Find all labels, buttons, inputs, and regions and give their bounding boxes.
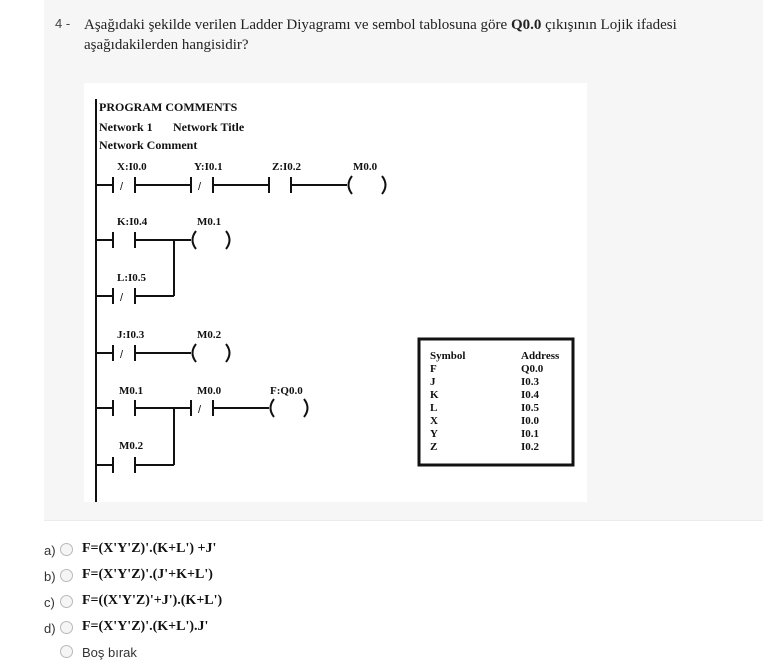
address-cell: I0.0 <box>521 415 540 427</box>
symbol-cell: Z <box>430 441 438 453</box>
nc-mark-x: / <box>120 181 124 193</box>
option-skip-radio[interactable] <box>60 645 73 658</box>
question-text-output: Q0.0 <box>510 17 542 33</box>
coil-m00-left <box>349 176 353 194</box>
option-d-radio[interactable] <box>60 621 73 634</box>
option-letter: a) <box>44 543 56 558</box>
address-cell: I0.2 <box>521 441 540 453</box>
nc-mark-y: / <box>198 181 202 193</box>
nc-mark-j: / <box>120 349 124 361</box>
coil-f-right <box>304 399 308 417</box>
network-label: Network 1 <box>99 120 153 134</box>
address-cell: I0.1 <box>521 428 540 440</box>
question-text-part2: çıkışının Lojik ifadesi aşağıdakilerden hangisidir? <box>84 17 677 53</box>
label-l: L:I0.5 <box>117 272 147 284</box>
label-y: Y:I0.1 <box>194 161 223 173</box>
symbol-cell: L <box>430 402 438 414</box>
symbol-table-header-symbol: Symbol <box>430 350 466 362</box>
label-x: X:I0.0 <box>117 161 147 173</box>
option-letter: d) <box>44 621 56 636</box>
label-f-coil: F:Q0.0 <box>270 385 303 397</box>
symbol-cell: K <box>430 389 439 401</box>
question-text <box>84 15 724 55</box>
label-j: J:I0.3 <box>117 329 145 341</box>
option-b-radio[interactable] <box>60 569 73 582</box>
option-a-radio[interactable] <box>60 543 73 556</box>
option-text[interactable]: F=(X'Y'Z)'.(K+L').J' <box>82 619 209 634</box>
ladder-diagram <box>84 83 587 502</box>
coil-m02-right <box>226 344 230 362</box>
symbol-cell: J <box>430 376 436 388</box>
question-number: 4 - <box>55 16 71 31</box>
label-m02-coil: M0.2 <box>197 329 222 341</box>
nc-mark-m00: / <box>198 404 202 416</box>
label-m00-coil: M0.0 <box>353 161 378 173</box>
option-text[interactable]: F=(X'Y'Z)'.(K+L') +J' <box>82 541 217 556</box>
label-m00: M0.0 <box>197 385 222 397</box>
option-text[interactable]: F=((X'Y'Z)'+J').(K+L') <box>82 593 223 608</box>
coil-m01-right <box>226 231 230 249</box>
symbol-table-rows <box>430 363 544 453</box>
coil-m01-left <box>193 231 197 249</box>
label-m01: M0.1 <box>119 385 144 397</box>
network-title: Network Title <box>173 120 245 134</box>
option-letter: c) <box>44 595 55 610</box>
coil-m02-left <box>193 344 197 362</box>
program-comments: PROGRAM COMMENTS <box>99 100 238 114</box>
option-c-radio[interactable] <box>60 595 73 608</box>
label-m02: M0.2 <box>119 440 144 452</box>
option-a[interactable] <box>0 540 400 562</box>
option-letter: b) <box>44 569 56 584</box>
ladder-diagram-figure <box>84 83 587 502</box>
coil-m00-right <box>382 176 386 194</box>
option-b[interactable] <box>0 566 400 588</box>
option-c[interactable] <box>0 592 400 614</box>
option-text[interactable]: F=(X'Y'Z)'.(J'+K+L') <box>82 567 213 582</box>
symbol-cell: F <box>430 363 437 375</box>
nc-mark-l: / <box>120 292 124 304</box>
address-cell: Q0.0 <box>521 363 544 375</box>
symbol-cell: Y <box>430 428 438 440</box>
address-cell: I0.4 <box>521 389 540 401</box>
address-cell: I0.3 <box>521 376 540 388</box>
coil-f-left <box>271 399 275 417</box>
symbol-table-header-address: Address <box>521 350 560 362</box>
label-m01-coil: M0.1 <box>197 216 222 228</box>
address-cell: I0.5 <box>521 402 540 414</box>
skip-label[interactable]: Boş bırak <box>82 645 137 660</box>
symbol-cell: X <box>430 415 438 427</box>
label-z: Z:I0.2 <box>272 161 302 173</box>
question-text-part1: Aşağıdaki şekilde verilen Ladder Diyagramı ve sembol tablosuna göre <box>84 17 511 33</box>
option-d[interactable] <box>0 618 400 640</box>
label-k: K:I0.4 <box>117 216 148 228</box>
network-comment: Network Comment <box>99 138 198 152</box>
